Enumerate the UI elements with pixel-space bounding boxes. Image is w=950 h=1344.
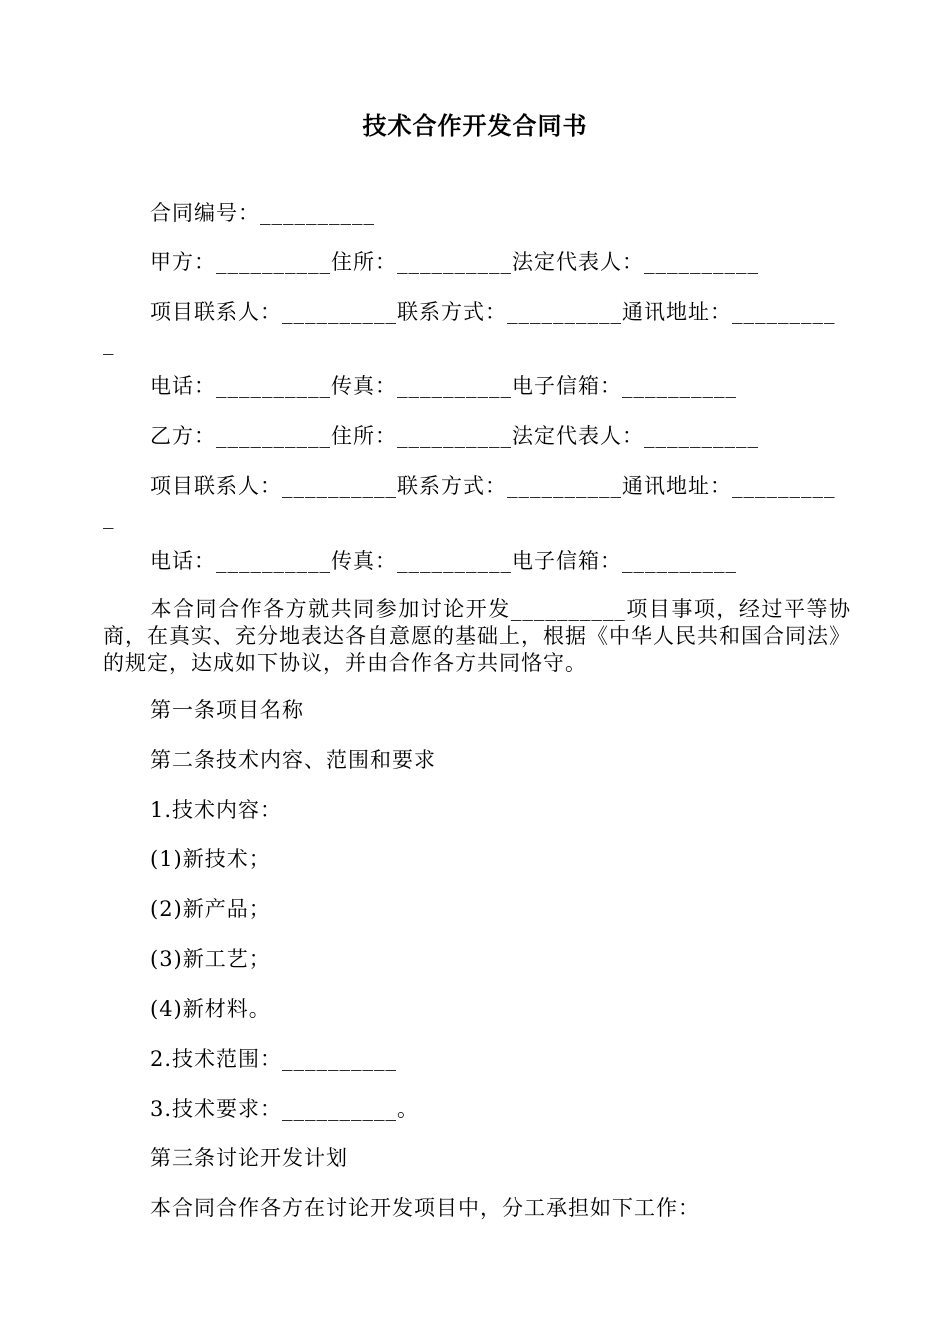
work-division-line: 本合同合作各方在讨论开发项目中，分工承担如下工作：	[150, 1196, 700, 1220]
list-item: (1)新技术；	[150, 847, 271, 871]
preamble-text: 本合同合作各方就共同参加讨论开发__________项目事项，经过平等协商，在真实、充分地表达各自意愿的基础上，根据《中华人民共和国合同法》的规定，达成如下协议，并由合作各方共同恪守。	[103, 597, 851, 675]
preamble-paragraph	[103, 596, 851, 677]
party-b-contact-tail: _	[103, 505, 115, 529]
party-a-line: 甲方：__________住所：__________法定代表人：__________	[150, 250, 759, 274]
party-a-contact-tail: _	[103, 331, 115, 355]
tech-scope-line: 2.技术范围：__________	[150, 1047, 398, 1071]
list-item: (4)新材料。	[150, 997, 271, 1021]
party-b-contact-line: 项目联系人：__________联系方式：__________通讯地址：_________	[150, 474, 836, 498]
contract-number-line: 合同编号：__________	[150, 201, 375, 225]
party-b-phone-line: 电话：__________传真：__________电子信箱：__________	[150, 549, 737, 573]
article-3-heading: 第三条讨论开发计划	[150, 1146, 348, 1170]
tech-requirements-line: 3.技术要求：__________。	[150, 1097, 420, 1121]
list-item: (3)新工艺；	[150, 947, 271, 971]
tech-content-label: 1.技术内容：	[150, 798, 283, 822]
document-title: 技术合作开发合同书	[362, 112, 588, 140]
article-2-heading: 第二条技术内容、范围和要求	[150, 748, 436, 772]
party-a-phone-line: 电话：__________传真：__________电子信箱：__________	[150, 374, 737, 398]
article-1-heading: 第一条项目名称	[150, 698, 304, 722]
list-item: (2)新产品；	[150, 897, 271, 921]
party-b-line: 乙方：__________住所：__________法定代表人：__________	[150, 424, 759, 448]
party-a-contact-line: 项目联系人：__________联系方式：__________通讯地址：_________	[150, 300, 836, 324]
